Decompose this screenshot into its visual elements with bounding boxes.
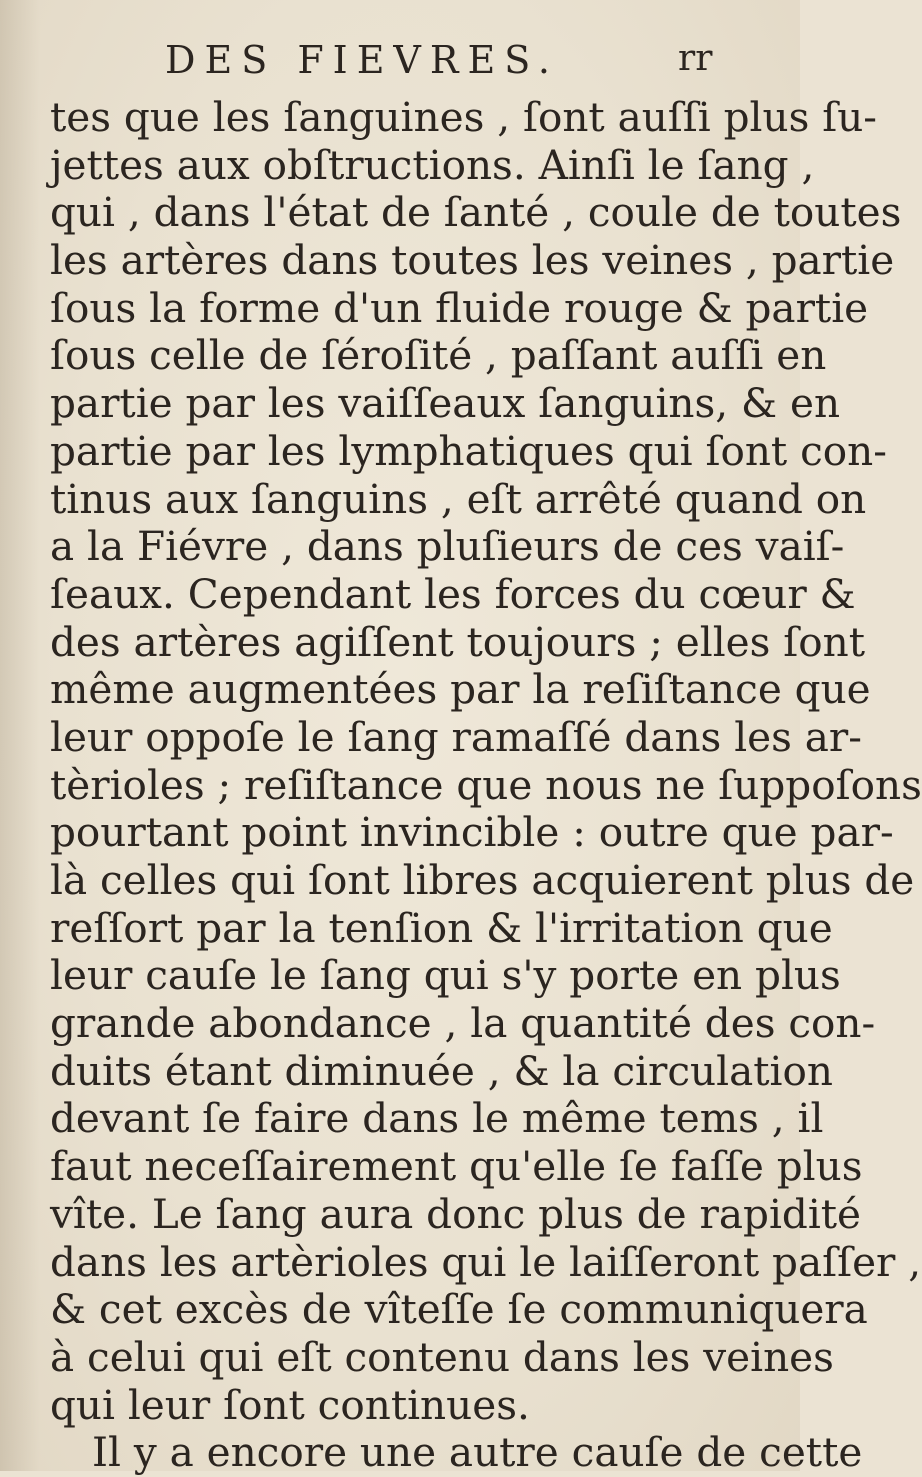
text-line: des artères agiſſent toujours ; elles ſont	[50, 617, 866, 666]
body-text	[50, 93, 922, 1477]
text-line: les artères dans toutes les veines , partie	[50, 236, 895, 285]
text-line: ſeaux. Cependant les forces du cœur &	[50, 569, 856, 618]
text-line: dans les artèrioles qui le laiſſeront paſſer ,	[50, 1237, 922, 1286]
text-line: à celui qui eſt contenu dans les veines	[50, 1332, 834, 1381]
text-line: qui leur ſont continues.	[50, 1380, 530, 1429]
text-line: reſſort par la tenſion & l'irritation que	[50, 903, 833, 952]
text-line: tinus aux ſanguins , eſt arrêté quand on	[50, 474, 867, 523]
text-line: partie par les lymphatiques qui ſont con-	[50, 426, 887, 475]
text-line: tes que les ſanguines , ſont auſſi plus ſu-	[50, 93, 877, 141]
text-line: duits étant diminuée , & la circulation	[50, 1046, 833, 1095]
text-line: là celles qui ſont libres acquierent plus de	[50, 856, 915, 904]
text-line: qui , dans l'état de ſanté , coule de toutes	[50, 188, 902, 237]
text-line: a la Fiévre , dans pluſieurs de ces vaiſ-	[50, 522, 845, 571]
text-line: devant ſe faire dans le même tems , il	[50, 1094, 824, 1143]
text-line: leur cauſe le ſang qui s'y porte en plus	[50, 951, 841, 1000]
text-line: ſous la forme d'un fluide rouge & partie	[50, 283, 869, 332]
text-line: même augmentées par la reſiſtance que	[50, 665, 871, 714]
running-head	[0, 38, 800, 88]
page-number: rr	[678, 38, 713, 79]
text-line: jettes aux obſtructions. Ainſi le ſang ,	[50, 140, 815, 189]
text-line: tèrioles ; reſiſtance que nous ne ſuppoſons	[50, 760, 922, 809]
text-line: faut neceſſairement qu'elle ſe faſſe plus	[50, 1142, 863, 1191]
text-line: vîte. Le ſang aura donc plus de rapidité	[50, 1189, 862, 1238]
running-head-title: DES FIEVRES.	[165, 38, 559, 82]
text-line: grande abondance , la quantité des con-	[50, 999, 876, 1048]
text-line: ſous celle de ſéroſité , paſſant auſſi en	[50, 331, 827, 380]
text-line: & cet excès de vîteſſe ſe communiquera	[50, 1285, 868, 1334]
text-line: leur oppoſe le ſang ramaſſé dans les ar-	[50, 712, 862, 761]
paragraph-start-line: Il y a encore une autre cauſe de cette	[92, 1428, 863, 1477]
page-gutter-shadow	[0, 0, 40, 1471]
text-line: pourtant point invincible : outre que par-	[50, 808, 894, 857]
text-line: partie par les vaiſſeaux ſanguins, & en	[50, 379, 841, 428]
